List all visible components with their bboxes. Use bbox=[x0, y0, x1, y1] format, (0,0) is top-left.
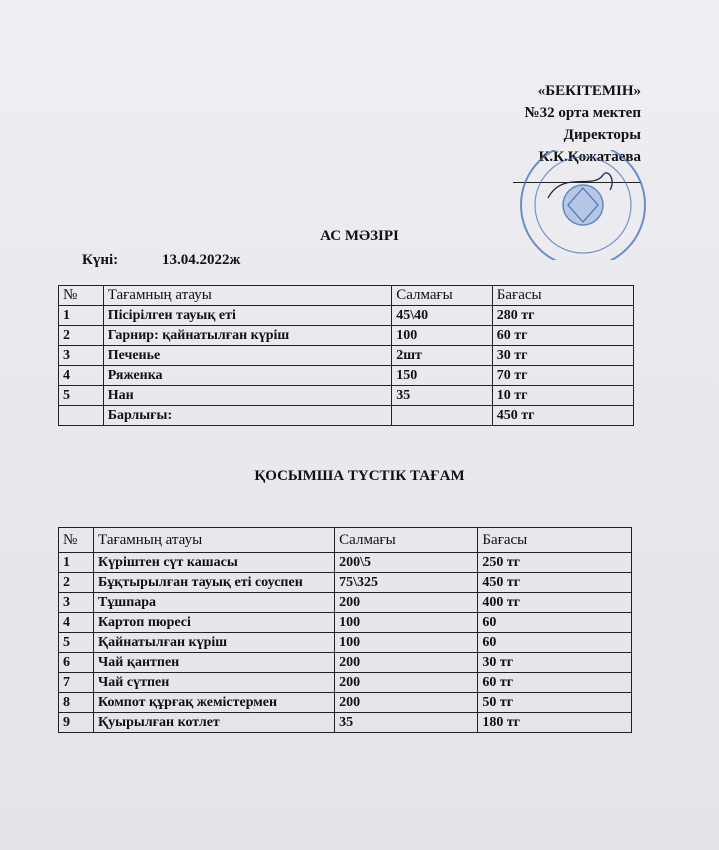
cell-price: 60 тг bbox=[492, 326, 633, 346]
date-value: 13.04.2022ж bbox=[161, 252, 241, 268]
cell-number: 5 bbox=[59, 386, 104, 406]
cell-weight: 100 bbox=[335, 613, 478, 633]
cell-price: 50 тг bbox=[478, 693, 632, 713]
table-row bbox=[59, 573, 632, 593]
cell-price: 70 тг bbox=[492, 366, 633, 386]
cell-number: 6 bbox=[59, 653, 94, 673]
cell-number: 8 bbox=[59, 693, 94, 713]
table-row bbox=[59, 633, 632, 653]
table-row bbox=[59, 653, 632, 673]
cell-dish: Қуырылған котлет bbox=[94, 713, 335, 733]
cell-number: 2 bbox=[59, 573, 94, 593]
approval-name: К.К.Қожатаева bbox=[538, 149, 641, 165]
table-row bbox=[59, 613, 632, 633]
cell-weight: 35 bbox=[335, 713, 478, 733]
approval-school: №32 орта мектеп bbox=[524, 105, 641, 121]
cell-weight: 200 bbox=[335, 653, 478, 673]
table-row bbox=[59, 346, 634, 366]
cell-dish: Чай сүтпен bbox=[94, 673, 335, 693]
col-price: Бағасы bbox=[492, 286, 633, 306]
date-row bbox=[82, 252, 240, 269]
approval-position: Директоры bbox=[563, 127, 641, 143]
table-row bbox=[59, 306, 634, 326]
cell-weight: 200 bbox=[335, 673, 478, 693]
cell-number: 7 bbox=[59, 673, 94, 693]
cell-dish: Бұқтырылған тауық еті соуспен bbox=[94, 573, 335, 593]
col-number: № bbox=[59, 286, 104, 306]
cell-price: 280 тг bbox=[492, 306, 633, 326]
cell-price: 450 тг bbox=[478, 573, 632, 593]
cell-number: 5 bbox=[59, 633, 94, 653]
total-label: Барлығы: bbox=[103, 406, 392, 426]
cell-dish: Нан bbox=[103, 386, 392, 406]
cell-price: 60 bbox=[478, 633, 632, 653]
cell-weight: 100 bbox=[335, 633, 478, 653]
col-dish: Тағамның атауы bbox=[94, 528, 335, 553]
table-row bbox=[59, 386, 634, 406]
table-row bbox=[59, 326, 634, 346]
cell-price: 60 тг bbox=[478, 673, 632, 693]
cell-weight: 45\40 bbox=[392, 306, 493, 326]
main-menu-table bbox=[58, 285, 634, 426]
col-weight: Салмағы bbox=[392, 286, 493, 306]
cell-number: 2 bbox=[59, 326, 104, 346]
cell-dish: Печенье bbox=[103, 346, 392, 366]
cell-number: 1 bbox=[59, 306, 104, 326]
cell-dish: Компот құрғақ жемістермен bbox=[94, 693, 335, 713]
table-row bbox=[59, 593, 632, 613]
cell-dish: Картоп пюресі bbox=[94, 613, 335, 633]
cell-dish: Гарнир: қайнатылған күріш bbox=[103, 326, 392, 346]
cell-number: 9 bbox=[59, 713, 94, 733]
cell-dish: Чай қантпен bbox=[94, 653, 335, 673]
col-weight: Салмағы bbox=[335, 528, 478, 553]
menu-title: АС МӘЗІРІ bbox=[320, 228, 399, 244]
cell-price: 30 тг bbox=[478, 653, 632, 673]
cell-weight: 200 bbox=[335, 693, 478, 713]
cell-weight: 75\325 bbox=[335, 573, 478, 593]
cell-empty bbox=[392, 406, 493, 426]
col-dish: Тағамның атауы bbox=[103, 286, 392, 306]
table-row bbox=[59, 366, 634, 386]
cell-price: 250 тг bbox=[478, 553, 632, 573]
cell-price: 180 тг bbox=[478, 713, 632, 733]
table-row bbox=[59, 713, 632, 733]
cell-price: 60 bbox=[478, 613, 632, 633]
total-row bbox=[59, 406, 634, 426]
table-row bbox=[59, 693, 632, 713]
total-value: 450 тг bbox=[492, 406, 633, 426]
cell-number: 4 bbox=[59, 613, 94, 633]
cell-empty bbox=[59, 406, 104, 426]
approval-heading: «БЕКІТЕМІН» bbox=[537, 83, 641, 99]
extra-menu-table bbox=[58, 527, 632, 733]
table-header-row bbox=[59, 286, 634, 306]
extra-menu-title: ҚОСЫМША ТҮСТІК ТАҒАМ bbox=[254, 468, 465, 484]
cell-dish: Пісірілген тауық еті bbox=[103, 306, 392, 326]
cell-weight: 100 bbox=[392, 326, 493, 346]
cell-number: 3 bbox=[59, 593, 94, 613]
cell-price: 400 тг bbox=[478, 593, 632, 613]
cell-dish: Тұшпара bbox=[94, 593, 335, 613]
cell-price: 10 тг bbox=[492, 386, 633, 406]
cell-number: 3 bbox=[59, 346, 104, 366]
cell-price: 30 тг bbox=[492, 346, 633, 366]
cell-weight: 35 bbox=[392, 386, 493, 406]
cell-weight: 200 bbox=[335, 593, 478, 613]
col-price: Бағасы bbox=[478, 528, 632, 553]
date-label: Күні: bbox=[82, 252, 119, 268]
table-row bbox=[59, 673, 632, 693]
col-number: № bbox=[59, 528, 94, 553]
cell-number: 1 bbox=[59, 553, 94, 573]
table-header-row bbox=[59, 528, 632, 553]
cell-number: 4 bbox=[59, 366, 104, 386]
cell-weight: 150 bbox=[392, 366, 493, 386]
cell-weight: 2шт bbox=[392, 346, 493, 366]
cell-dish: Күріштен сүт кашасы bbox=[94, 553, 335, 573]
table-row bbox=[59, 553, 632, 573]
cell-dish: Қайнатылған күріш bbox=[94, 633, 335, 653]
cell-weight: 200\5 bbox=[335, 553, 478, 573]
cell-dish: Ряженка bbox=[103, 366, 392, 386]
